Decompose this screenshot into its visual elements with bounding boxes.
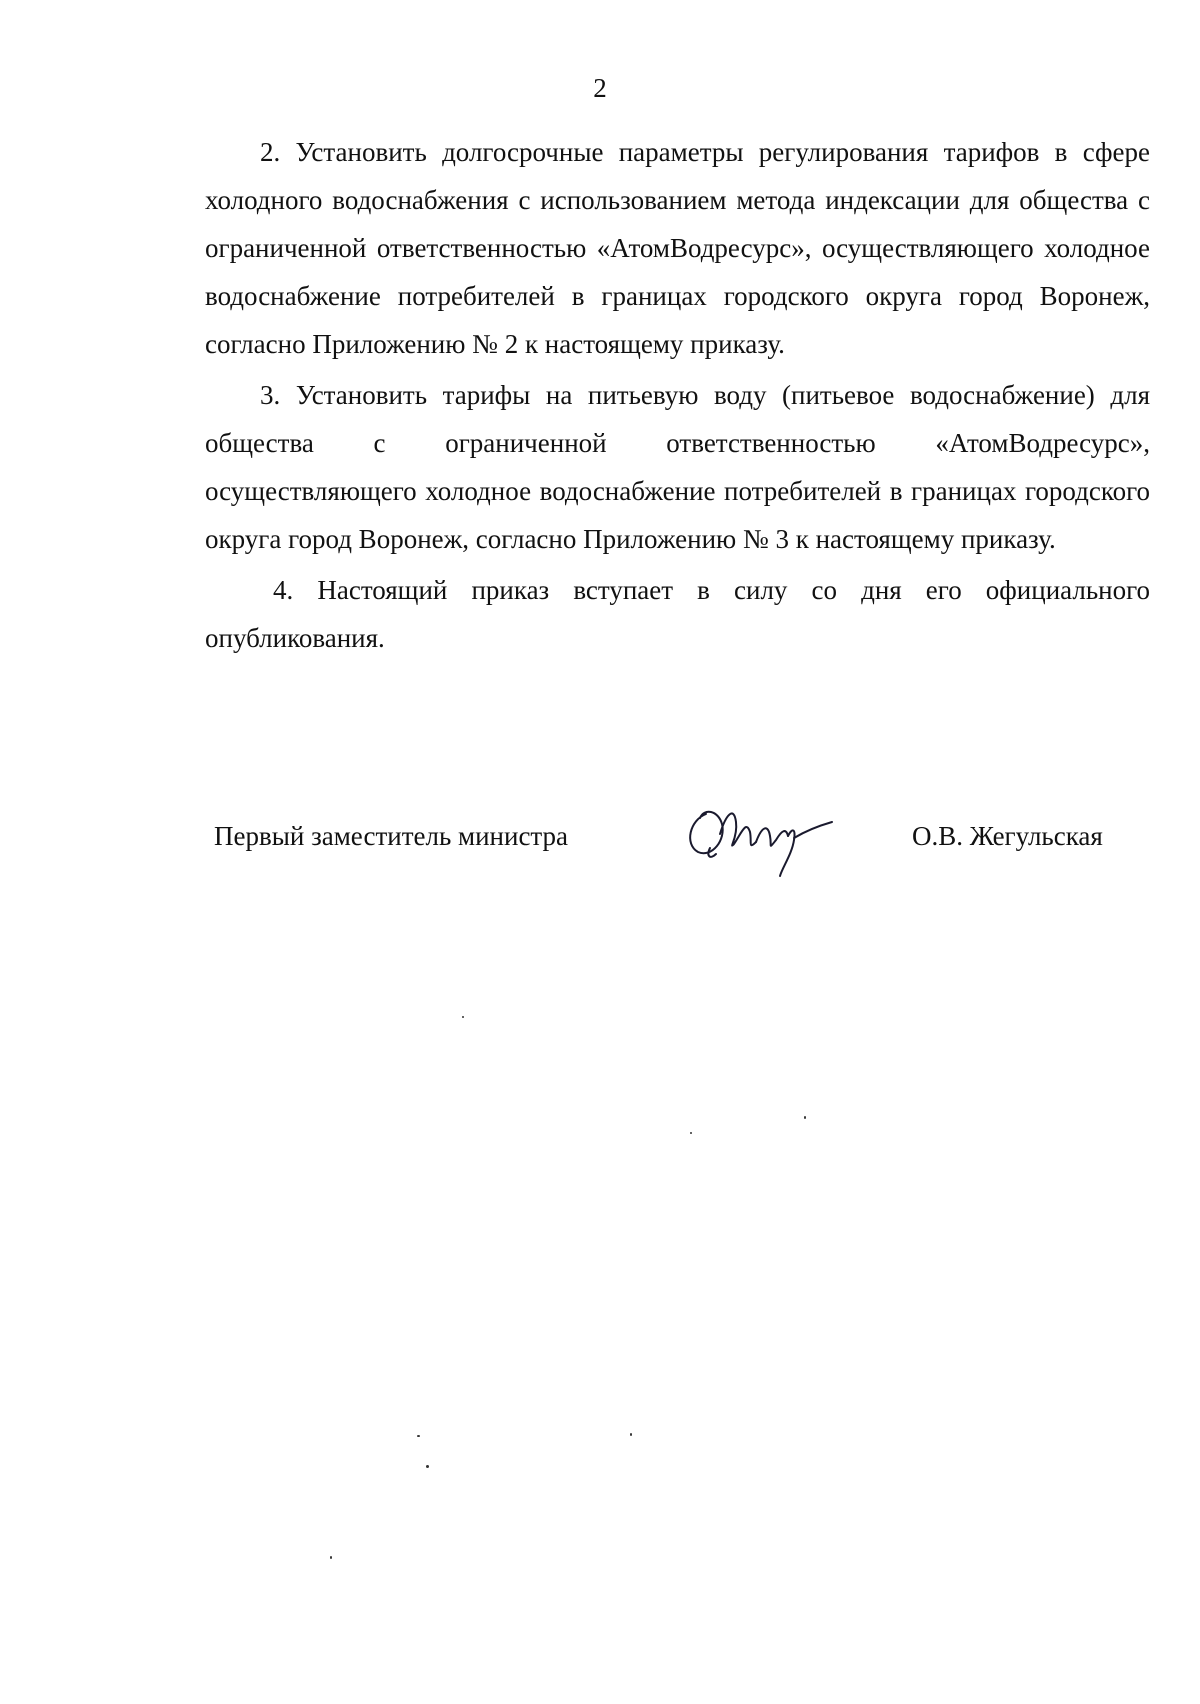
scan-speck — [690, 1132, 692, 1134]
scan-speck — [330, 1556, 332, 1559]
paragraph-2: 2. Установить долгосрочные параметры регулирования тарифов в сфере холодного водоснабжения с использованием метода индексации для общества с ограниченной ответственностью «АтомВодресурс», осуществляющего холодное водоснабжение потребителей в границах городского округа город Воронеж, согласно Приложению № 2 к настоящему приказу. — [205, 137, 1150, 359]
paragraph-4: 4. Настоящий приказ вступает в силу со дня его официального опубликования. — [205, 575, 1150, 653]
signer-title: Первый заместитель министра — [214, 821, 569, 851]
signature-block — [0, 812, 1200, 892]
page-number: 2 — [593, 73, 607, 103]
scan-speck — [462, 1016, 464, 1018]
scan-speck — [417, 1435, 420, 1437]
scan-speck — [804, 1116, 806, 1119]
handwritten-signature — [676, 784, 856, 884]
scan-speck — [630, 1433, 632, 1436]
document-body — [205, 128, 1150, 665]
scan-speck — [426, 1465, 429, 1468]
paragraph-3: 3. Установить тарифы на питьевую воду (питьевое водоснабжение) для общества с ограниченной ответственностью «АтомВодресурс», осуществляющего холодное водоснабжение потребителей в границах городского округа город Воронеж, согласно Приложению № 3 к настоящему приказу. — [205, 380, 1150, 554]
signer-name: О.В. Жегульская — [912, 821, 1103, 851]
